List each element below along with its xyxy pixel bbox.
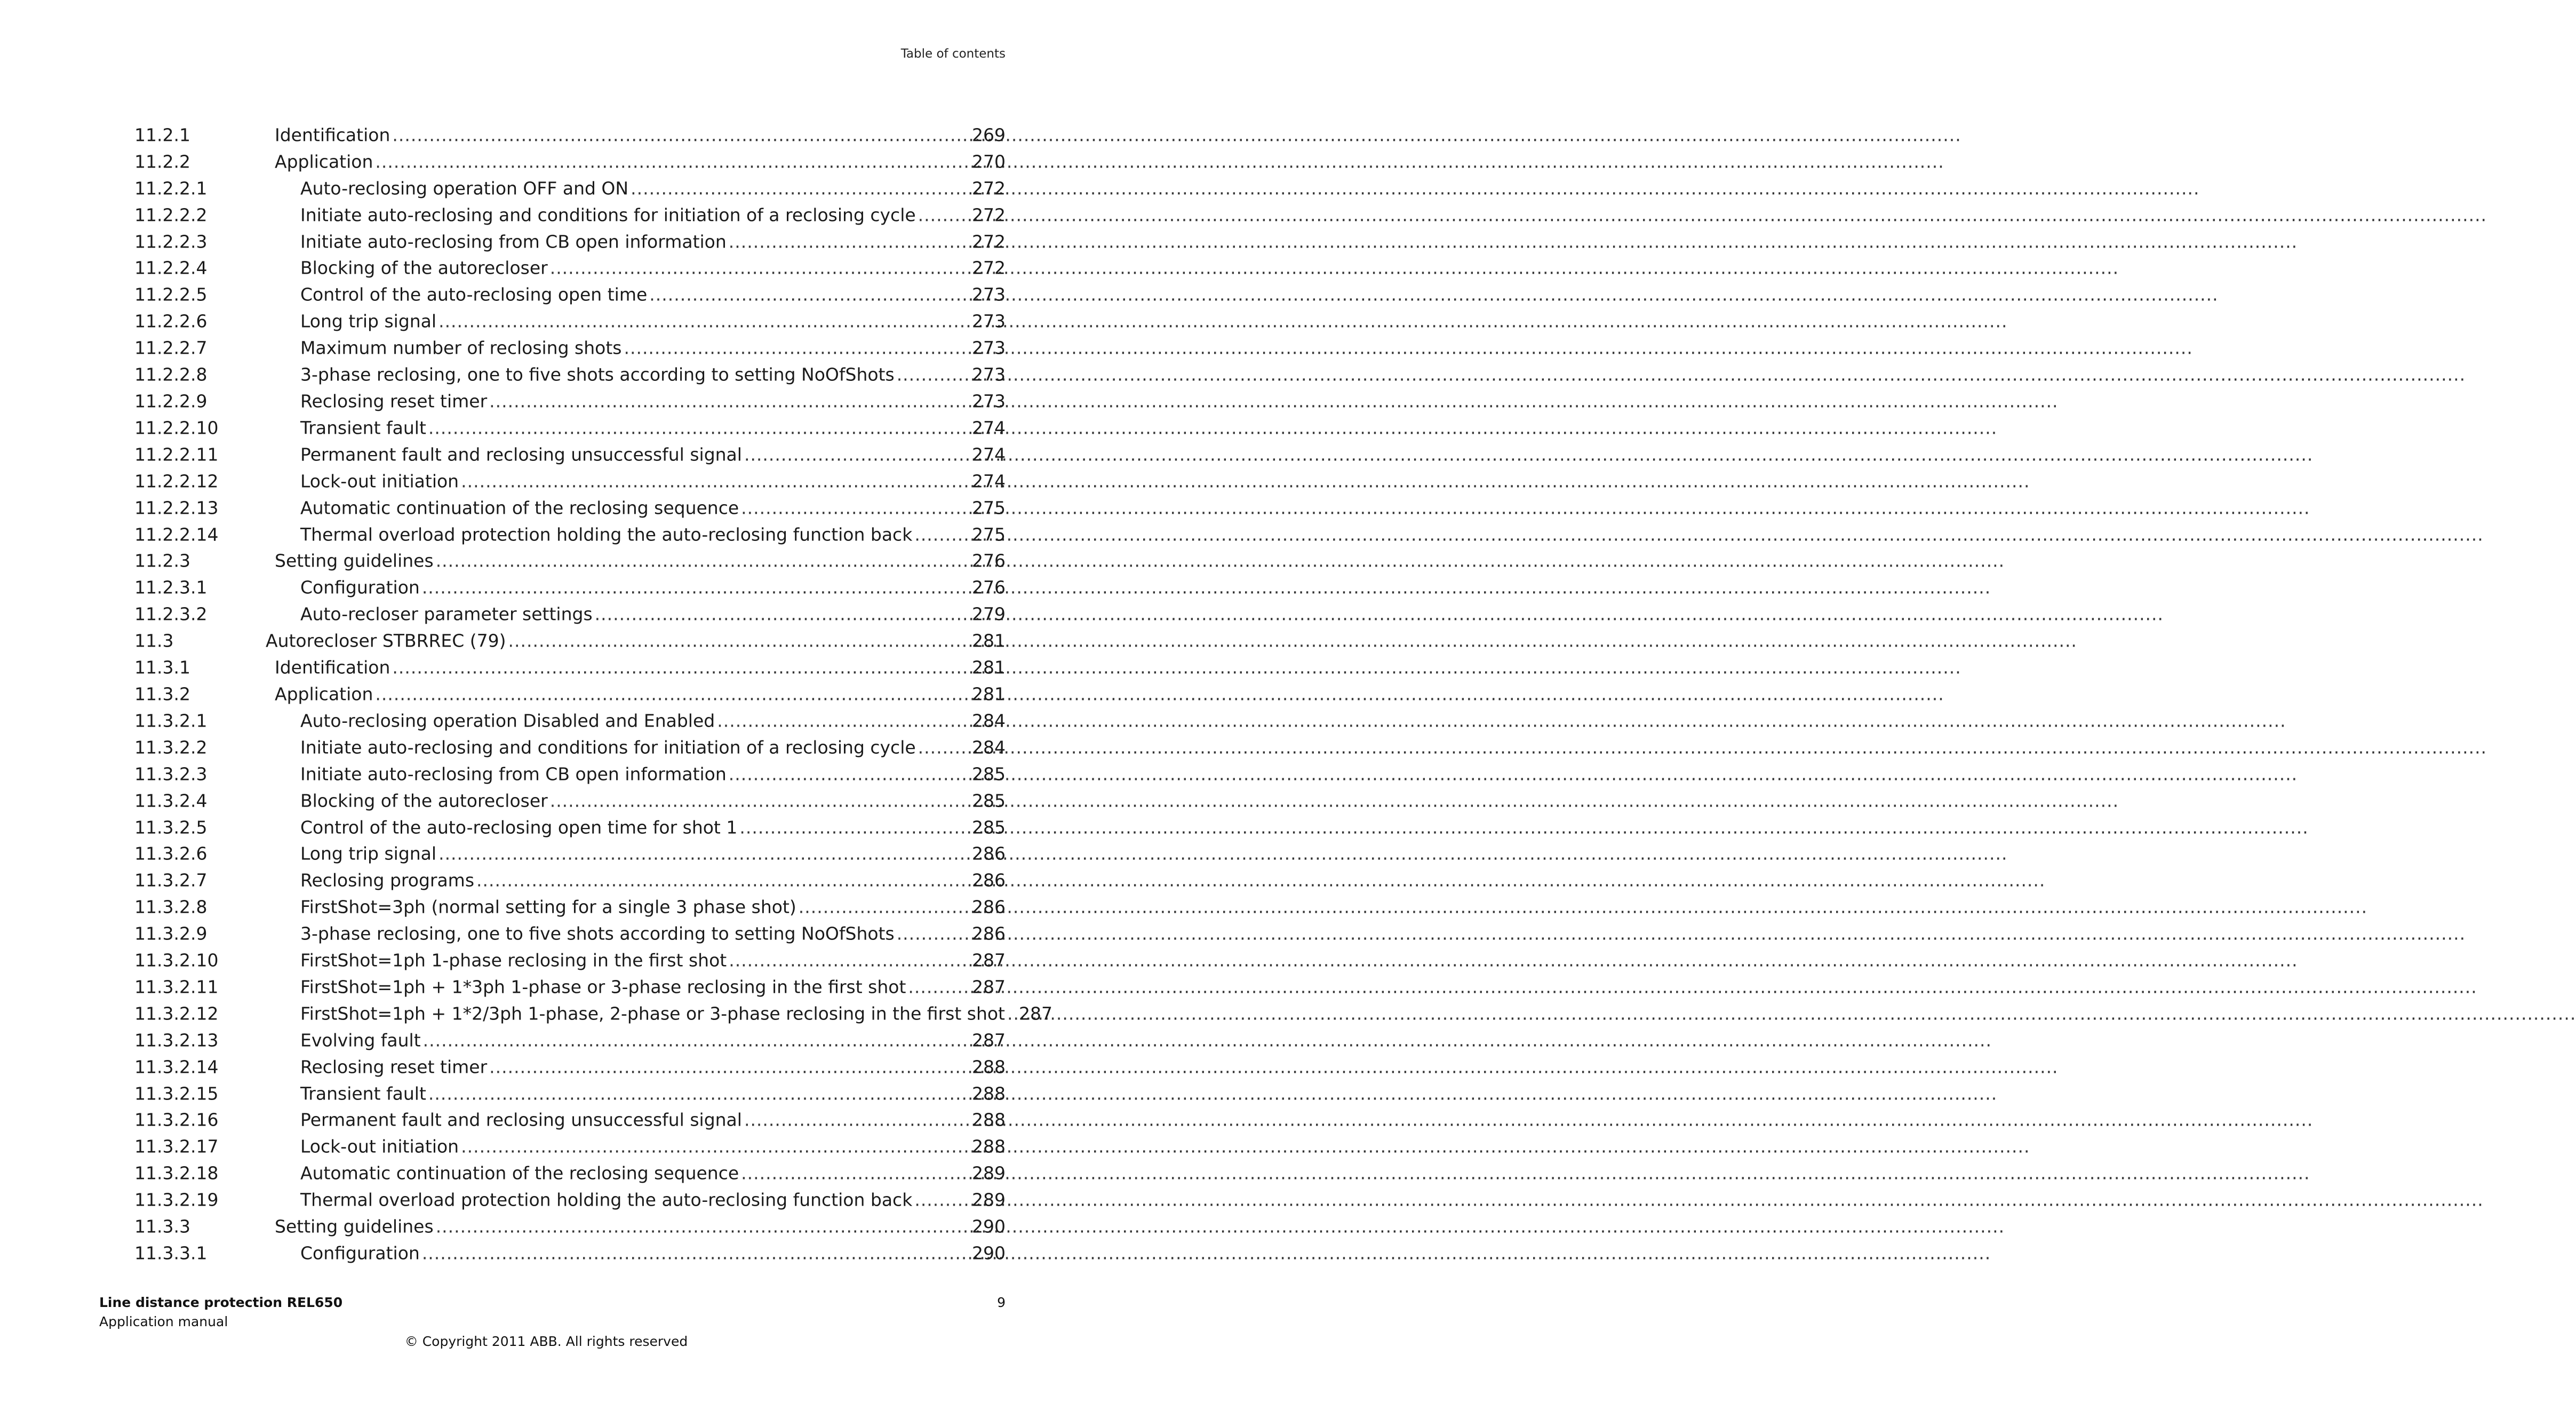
toc-entry-line: [300, 925, 1006, 943]
toc-section-number: 11.3.1: [134, 657, 190, 678]
toc-section-number: 11.2.2.5: [134, 284, 208, 305]
toc-entry-line: [275, 552, 1006, 570]
toc-entry[interactable]: [134, 548, 1006, 575]
toc-page-number: 272: [972, 204, 1006, 226]
toc-entry[interactable]: [134, 1107, 1006, 1134]
toc-entry-line: [300, 818, 1006, 836]
toc-page-number: 281: [972, 657, 1006, 678]
toc-entry-line: [300, 179, 1006, 197]
toc-section-title: Initiate auto-reclosing from CB open information: [300, 231, 727, 252]
toc-entry[interactable]: [134, 441, 1006, 468]
toc-entry[interactable]: [134, 681, 1006, 707]
toc-section-number: 11.3.2.2: [134, 737, 208, 758]
toc-dot-leader: [649, 286, 971, 304]
toc-page-number: 274: [972, 471, 1006, 492]
toc-section-number: 11.2.2.9: [134, 390, 208, 412]
toc-dot-leader: [897, 925, 971, 943]
toc-dot-leader: [729, 952, 971, 969]
toc-page-number: 272: [972, 257, 1006, 278]
toc-dot-leader: [918, 738, 971, 756]
toc-section-title: FirstShot=3ph (normal setting for a single 3 phase shot): [300, 896, 796, 918]
footer-product-title: Line distance protection REL650: [99, 1295, 343, 1310]
toc-section-number: 11.2.1: [134, 124, 190, 146]
toc-dot-leader: [744, 445, 971, 463]
toc-section-title: Setting guidelines: [275, 1216, 434, 1237]
toc-dot-leader: [436, 552, 971, 570]
toc-section-title: Initiate auto-reclosing and conditions for initiation of a reclosing cycle: [300, 204, 916, 226]
toc-section-title: Automatic continuation of the reclosing sequence: [300, 1162, 739, 1184]
toc-section-title: Lock-out initiation: [300, 471, 459, 492]
toc-entry[interactable]: [134, 255, 1006, 282]
toc-section-title: Autorecloser STBRREC (79): [266, 630, 506, 651]
toc-section-number: 11.3.2.15: [134, 1083, 219, 1104]
toc-page-number: 281: [972, 683, 1006, 705]
toc-entry[interactable]: [134, 920, 1006, 947]
toc-entry[interactable]: [134, 361, 1006, 388]
toc-section-number: 11.3: [134, 630, 174, 651]
toc-section-title: Lock-out initiation: [300, 1136, 459, 1157]
toc-section-title: Transient fault: [300, 1083, 426, 1104]
toc-page-number: 287: [972, 950, 1006, 971]
toc-section-title: Permanent fault and reclosing unsuccessful signal: [300, 444, 742, 465]
toc-entry-line: [300, 605, 1006, 623]
toc-entry[interactable]: [134, 1186, 1006, 1213]
toc-section-number: 11.2.2.14: [134, 524, 219, 545]
toc-dot-leader: [489, 1058, 971, 1075]
toc-dot-leader: [428, 1085, 971, 1102]
toc-entry[interactable]: [134, 122, 1006, 148]
toc-section-title: Reclosing reset timer: [300, 1056, 488, 1078]
toc-entry[interactable]: [134, 1213, 1006, 1240]
toc-entry-line: [300, 845, 1006, 863]
toc-section-title: Auto-reclosing operation OFF and ON: [300, 178, 629, 199]
toc-page-number: 287: [972, 1030, 1006, 1051]
table-of-contents: [134, 122, 1052, 1266]
toc-section-number: 11.3.2.12: [134, 1003, 219, 1024]
toc-section-number: 11.2.2.11: [134, 444, 219, 465]
toc-section-number: 11.2.2.1: [134, 178, 208, 199]
toc-entry-line: [300, 525, 1006, 543]
toc-dot-leader: [1007, 1005, 1018, 1022]
toc-page-number: 285: [972, 817, 1006, 838]
toc-entry-line: [300, 259, 1006, 277]
toc-section-number: 11.2.2.2: [134, 204, 208, 226]
toc-entry[interactable]: [134, 202, 1006, 228]
toc-page-number: 275: [972, 497, 1006, 519]
toc-entry-line: [300, 286, 1006, 304]
page-number: 9: [997, 1295, 1006, 1310]
toc-page-number: 289: [972, 1162, 1006, 1184]
toc-dot-leader: [422, 1245, 971, 1262]
toc-section-title: Application: [275, 683, 373, 705]
toc-entry[interactable]: [134, 388, 1006, 414]
toc-dot-leader: [908, 978, 971, 995]
toc-entry[interactable]: [134, 574, 1006, 601]
toc-entry[interactable]: [134, 175, 1006, 202]
toc-entry-line: [300, 206, 1006, 224]
toc-entry[interactable]: [134, 947, 1006, 974]
toc-entry[interactable]: [134, 601, 1006, 627]
toc-page-number: 273: [972, 390, 1006, 412]
toc-page-number: 285: [972, 790, 1006, 811]
copyright-notice: © Copyright 2011 ABB. All rights reserved: [404, 1334, 688, 1349]
toc-section-title: FirstShot=1ph + 1*3ph 1-phase or 3-phase reclosing in the first shot: [300, 976, 906, 998]
toc-section-title: Configuration: [300, 1242, 420, 1264]
toc-section-number: 11.2.2: [134, 151, 190, 172]
toc-page-number: 286: [972, 843, 1006, 864]
toc-entry-line: [300, 1191, 1006, 1209]
toc-section-number: 11.3.2.8: [134, 896, 208, 918]
toc-entry-line: [300, 390, 1006, 412]
toc-page-number: 273: [972, 284, 1006, 305]
toc-entry-line: [300, 952, 1006, 969]
toc-section-number: 11.3.2.16: [134, 1109, 219, 1130]
toc-entry-line: [275, 659, 1006, 676]
toc-section-title: Long trip signal: [300, 843, 437, 864]
toc-dot-leader: [550, 259, 971, 277]
toc-section-title: Automatic continuation of the reclosing sequence: [300, 497, 739, 519]
toc-page-number: 286: [972, 896, 1006, 918]
toc-dot-leader: [741, 1165, 971, 1182]
toc-dot-leader: [918, 206, 971, 224]
toc-entry[interactable]: [134, 654, 1006, 681]
toc-page-number: 273: [972, 364, 1006, 385]
toc-page-number: 284: [972, 710, 1006, 731]
toc-section-number: 11.2.3.1: [134, 577, 208, 598]
toc-section-title: Thermal overload protection holding the auto-reclosing function back: [300, 524, 913, 545]
toc-section-title: Control of the auto-reclosing open time for shot 1: [300, 817, 738, 838]
toc-section-title: Initiate auto-reclosing and conditions for initiation of a reclosing cycle: [300, 737, 916, 758]
toc-dot-leader: [550, 792, 971, 809]
toc-entry[interactable]: [134, 734, 1006, 761]
toc-entry-line: [300, 366, 1006, 384]
toc-dot-leader: [914, 1191, 971, 1209]
toc-page-number: 286: [972, 923, 1006, 944]
toc-dot-leader: [436, 1218, 971, 1235]
toc-entry[interactable]: [134, 1054, 1006, 1080]
toc-section-number: 11.2.2.3: [134, 231, 208, 252]
toc-entry-line: [300, 310, 1006, 332]
running-header: Table of contents: [900, 47, 1006, 61]
toc-page-number: 289: [972, 1189, 1006, 1210]
toc-entry-line: [300, 339, 1006, 357]
toc-dot-leader: [461, 472, 971, 490]
toc-entry-line: [300, 765, 1006, 783]
toc-dot-leader: [428, 419, 971, 436]
toc-entry-line: [300, 898, 1006, 916]
toc-page-number: 270: [972, 151, 1006, 172]
toc-dot-leader: [438, 313, 971, 330]
toc-section-number: 11.3.2.13: [134, 1030, 219, 1051]
toc-page-number: 290: [972, 1242, 1006, 1264]
toc-entry[interactable]: [134, 707, 1006, 734]
toc-section-number: 11.2.2.6: [134, 310, 208, 332]
toc-section-title: Long trip signal: [300, 310, 437, 332]
toc-entry[interactable]: [134, 148, 1006, 175]
toc-dot-leader: [489, 393, 971, 410]
toc-section-title: 3-phase reclosing, one to five shots according to setting NoOfShots: [300, 364, 895, 385]
toc-entry-line: [300, 1242, 1006, 1264]
toc-entry[interactable]: [134, 495, 1006, 521]
toc-section-number: 11.3.2.10: [134, 950, 219, 971]
toc-entry-line: [300, 976, 1006, 998]
toc-page-number: 285: [972, 763, 1006, 785]
toc-section-title: Initiate auto-reclosing from CB open information: [300, 763, 727, 785]
toc-section-number: 11.3.2.11: [134, 976, 219, 998]
toc-entry-line: [300, 1138, 1006, 1155]
toc-entry-line: [300, 497, 1006, 519]
toc-section-title: Blocking of the autorecloser: [300, 257, 548, 278]
toc-entry-line: [300, 712, 1006, 729]
toc-dot-leader: [744, 1111, 971, 1129]
toc-entry-line: [300, 233, 1006, 250]
toc-page-number: 288: [972, 1056, 1006, 1078]
toc-section-title: FirstShot=1ph 1-phase reclosing in the first shot: [300, 950, 727, 971]
toc-section-number: 11.2.2.4: [134, 257, 208, 278]
toc-page-number: 276: [972, 577, 1006, 598]
toc-dot-leader: [741, 499, 971, 516]
toc-page-number: 272: [972, 178, 1006, 199]
toc-page-number: 290: [972, 1216, 1006, 1237]
toc-section-title: Identification: [275, 124, 390, 146]
toc-page-number: 288: [972, 1136, 1006, 1157]
toc-entry[interactable]: [134, 894, 1006, 920]
toc-dot-leader: [799, 898, 971, 916]
toc-section-title: Thermal overload protection holding the auto-reclosing function back: [300, 1189, 913, 1210]
toc-entry[interactable]: [134, 521, 1006, 548]
toc-section-number: 11.3.3.1: [134, 1242, 208, 1264]
toc-section-number: 11.3.2.17: [134, 1136, 219, 1157]
toc-entry[interactable]: [134, 308, 1006, 334]
toc-section-number: 11.3.2: [134, 683, 190, 705]
toc-entry[interactable]: [134, 867, 1006, 894]
toc-section-title: Setting guidelines: [275, 550, 434, 571]
toc-entry[interactable]: [134, 334, 1006, 361]
toc-entry-line: [300, 1085, 1006, 1102]
toc-section-title: Control of the auto-reclosing open time: [300, 284, 648, 305]
toc-dot-leader: [729, 233, 971, 250]
toc-section-number: 11.2.2.12: [134, 471, 219, 492]
toc-section-title: Reclosing reset timer: [300, 390, 488, 412]
toc-entry[interactable]: [134, 627, 1006, 654]
toc-section-title: Application: [275, 151, 373, 172]
toc-section-number: 11.3.2.5: [134, 817, 208, 838]
toc-section-number: 11.2.2.7: [134, 337, 208, 358]
toc-entry-line: [300, 1031, 1006, 1049]
toc-entry[interactable]: [134, 814, 1006, 841]
toc-section-number: 11.3.3: [134, 1216, 190, 1237]
toc-dot-leader: [717, 712, 971, 729]
toc-dot-leader: [423, 1031, 971, 1049]
toc-section-title: Blocking of the autorecloser: [300, 790, 548, 811]
toc-entry-line: [300, 445, 1006, 463]
toc-dot-leader: [375, 685, 971, 703]
toc-dot-leader: [739, 818, 971, 836]
toc-entry-line: [275, 1218, 1006, 1235]
toc-entry[interactable]: [134, 1133, 1006, 1160]
toc-dot-leader: [392, 659, 971, 676]
toc-entry[interactable]: [134, 1080, 1006, 1107]
toc-section-title: FirstShot=1ph + 1*2/3ph 1-phase, 2-phase or 3-phase reclosing in the first shot: [300, 1003, 1005, 1024]
toc-page-number: 273: [972, 310, 1006, 332]
toc-entry[interactable]: [134, 414, 1006, 441]
toc-section-title: Auto-reclosing operation Disabled and Enabled: [300, 710, 715, 731]
toc-section-title: Transient fault: [300, 417, 426, 439]
toc-page-number: 272: [972, 231, 1006, 252]
toc-section-title: Configuration: [300, 577, 420, 598]
toc-entry-line: [300, 417, 1006, 439]
toc-entry-line: [266, 632, 1006, 650]
toc-section-title: Evolving fault: [300, 1030, 421, 1051]
toc-entry[interactable]: [134, 468, 1006, 495]
toc-dot-leader: [729, 765, 971, 783]
toc-dot-leader: [375, 153, 971, 170]
toc-entry-line: [275, 153, 1006, 170]
toc-entry-line: [300, 872, 1006, 889]
toc-section-number: 11.3.2.4: [134, 790, 208, 811]
toc-entry-line: [300, 1111, 1006, 1129]
toc-section-number: 11.3.2.6: [134, 843, 208, 864]
toc-entry[interactable]: [134, 1027, 1006, 1054]
toc-page-number: 274: [972, 417, 1006, 439]
toc-dot-leader: [897, 366, 971, 384]
toc-dot-leader: [624, 339, 971, 357]
toc-dot-leader: [595, 605, 971, 623]
toc-section-title: 3-phase reclosing, one to five shots according to setting NoOfShots: [300, 923, 895, 944]
toc-section-number: 11.3.2.14: [134, 1056, 219, 1078]
toc-entry-line: [300, 792, 1006, 809]
toc-section-title: Identification: [275, 657, 390, 678]
toc-section-number: 11.3.2.7: [134, 870, 208, 891]
toc-page-number: 279: [972, 603, 1006, 625]
toc-page-number: 284: [972, 737, 1006, 758]
toc-section-title: Auto-recloser parameter settings: [300, 603, 593, 625]
toc-section-number: 11.2.2.8: [134, 364, 208, 385]
toc-page-number: 274: [972, 444, 1006, 465]
toc-page-number: 288: [972, 1083, 1006, 1104]
toc-entry[interactable]: [134, 974, 1006, 1000]
toc-entry[interactable]: [134, 1000, 1052, 1027]
toc-dot-leader: [422, 579, 971, 596]
toc-page-number: 281: [972, 630, 1006, 651]
toc-page-number: 275: [972, 524, 1006, 545]
toc-page-number: 287: [972, 976, 1006, 998]
toc-dot-leader: [914, 525, 971, 543]
toc-dot-leader: [476, 872, 971, 889]
toc-page-number: 288: [972, 1109, 1006, 1130]
toc-section-number: 11.2.3: [134, 550, 190, 571]
toc-section-title: Maximum number of reclosing shots: [300, 337, 622, 358]
toc-dot-leader: [461, 1138, 971, 1155]
toc-entry-line: [300, 1162, 1006, 1184]
toc-section-number: 11.2.2.13: [134, 497, 219, 519]
toc-section-title: Reclosing programs: [300, 870, 475, 891]
toc-entry-line: [300, 472, 1006, 490]
toc-section-number: 11.3.2.1: [134, 710, 208, 731]
toc-entry[interactable]: [134, 228, 1006, 255]
toc-dot-leader: [392, 126, 971, 144]
toc-page-number: 287: [1018, 1003, 1052, 1024]
toc-page-number: 269: [972, 124, 1006, 146]
footer-manual-type: Application manual: [99, 1314, 228, 1329]
toc-dot-leader: [508, 632, 971, 650]
toc-section-number: 11.2.3.2: [134, 603, 208, 625]
toc-entry[interactable]: [134, 1240, 1006, 1266]
toc-entry[interactable]: [134, 787, 1006, 814]
toc-dot-leader: [438, 845, 971, 863]
toc-entry-line: [300, 1056, 1006, 1078]
toc-page-number: 276: [972, 550, 1006, 571]
toc-dot-leader: [631, 179, 971, 197]
toc-page-number: 286: [972, 870, 1006, 891]
toc-section-number: 11.3.2.18: [134, 1162, 219, 1184]
toc-entry[interactable]: [134, 761, 1006, 787]
toc-entry-line: [300, 579, 1006, 596]
toc-entry-line: [300, 738, 1006, 756]
toc-entry-line: [275, 685, 1006, 703]
toc-section-number: 11.3.2.19: [134, 1189, 219, 1210]
toc-entry[interactable]: [134, 840, 1006, 867]
toc-page-number: 273: [972, 337, 1006, 358]
toc-entry-line: [300, 1003, 1052, 1024]
toc-entry[interactable]: [134, 1160, 1006, 1186]
toc-entry[interactable]: [134, 281, 1006, 308]
toc-section-number: 11.3.2.3: [134, 763, 208, 785]
toc-section-number: 11.3.2.9: [134, 923, 208, 944]
toc-section-number: 11.2.2.10: [134, 417, 219, 439]
toc-section-title: Permanent fault and reclosing unsuccessful signal: [300, 1109, 742, 1130]
toc-entry-line: [275, 126, 1006, 144]
